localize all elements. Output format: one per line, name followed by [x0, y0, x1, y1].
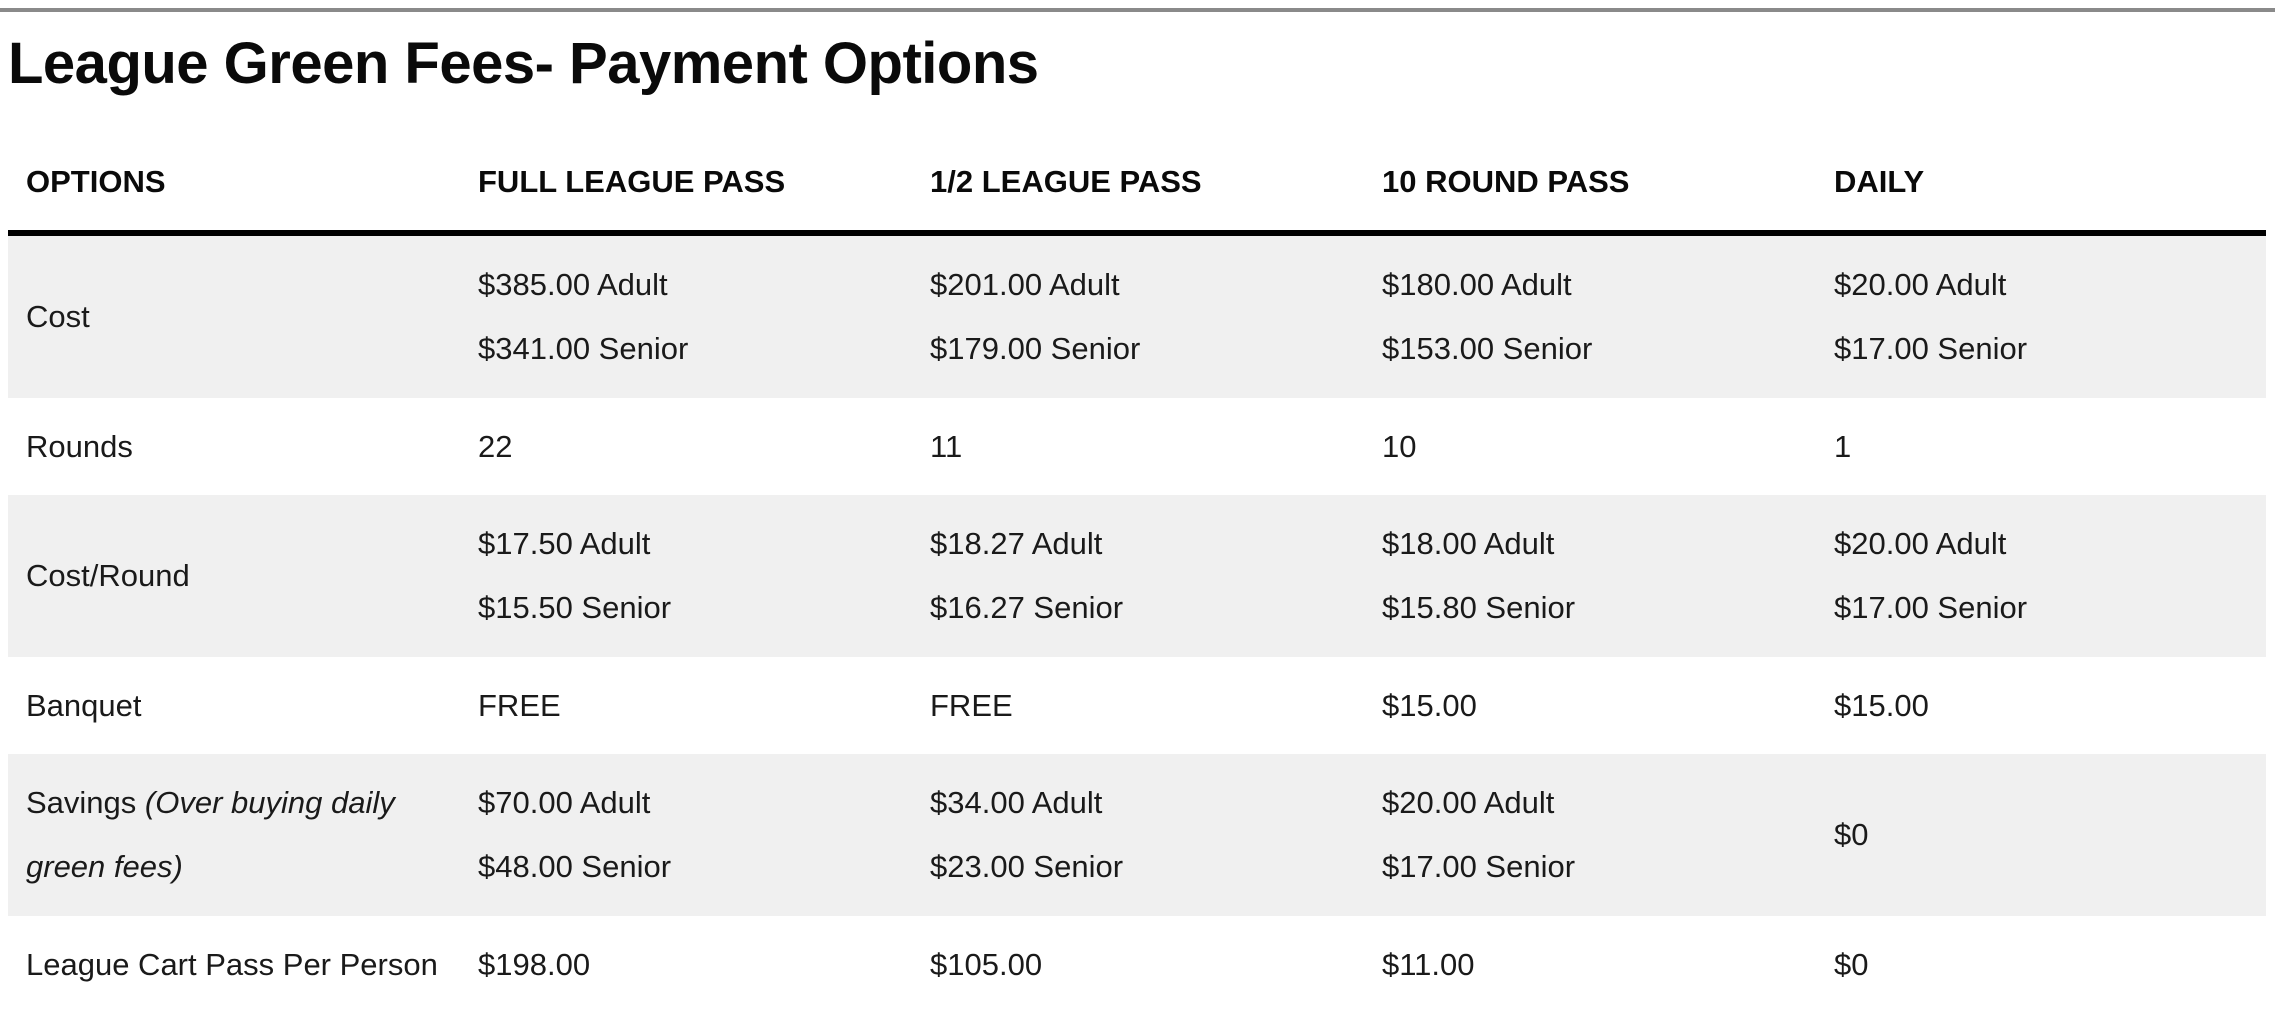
row-label-rounds: Rounds: [26, 428, 133, 464]
table-row-rounds: [8, 398, 2266, 495]
savings-full-adult: $70.00 Adult: [478, 785, 651, 820]
cell-banquet-daily: $15.00: [1834, 687, 1929, 723]
cpr-full-senior: $15.50 Senior: [478, 590, 672, 625]
row-label-savings: [8, 754, 460, 916]
table-row-cost: [8, 233, 2266, 398]
cell-banquet-ten: $15.00: [1382, 687, 1477, 723]
savings-half-senior: $23.00 Senior: [930, 849, 1124, 884]
page-title: League Green Fees- Payment Options: [8, 31, 1039, 96]
cost-ten-senior: $153.00 Senior: [1382, 331, 1593, 366]
savings-half-adult: $34.00 Adult: [930, 785, 1103, 820]
cpr-half-senior: $16.27 Senior: [930, 590, 1124, 625]
cpr-daily-adult: $20.00 Adult: [1834, 526, 2007, 561]
cell-cpr-ten: [1364, 495, 1816, 657]
header-10-round-pass: 10 ROUND PASS: [1364, 133, 1816, 233]
savings-ten-adult: $20.00 Adult: [1382, 785, 1555, 820]
header-daily: DAILY: [1816, 133, 2266, 233]
cost-half-senior: $179.00 Senior: [930, 331, 1141, 366]
cell-cart-full: $198.00: [478, 946, 591, 982]
cpr-ten-senior: $15.80 Senior: [1382, 590, 1576, 625]
cell-banquet-half: FREE: [930, 687, 1013, 723]
cell-savings-full: [460, 754, 912, 916]
cell-cpr-daily: [1816, 495, 2266, 657]
cell-savings-ten: [1364, 754, 1816, 916]
green-fees-table: [8, 133, 2266, 1013]
header-options: OPTIONS: [8, 133, 460, 233]
cell-cart-half: $105.00: [930, 946, 1043, 982]
cell-savings-half: [912, 754, 1364, 916]
savings-label: Savings: [26, 785, 137, 820]
top-divider: [0, 8, 2275, 12]
row-label-banquet: Banquet: [26, 687, 142, 723]
cpr-daily-senior: $17.00 Senior: [1834, 590, 2028, 625]
cost-daily-adult: $20.00 Adult: [1834, 267, 2007, 302]
cell-savings-daily: $0: [1816, 754, 2266, 916]
cell-cost-full: [460, 233, 912, 398]
table-row-cost-per-round: [8, 495, 2266, 657]
savings-full-senior: $48.00 Senior: [478, 849, 672, 884]
cell-cart-ten: $11.00: [1382, 946, 1475, 982]
cell-rounds-full: 22: [478, 428, 513, 464]
header-half-league-pass: 1/2 LEAGUE PASS: [912, 133, 1364, 233]
cell-rounds-daily: 1: [1834, 428, 1852, 464]
cost-daily-senior: $17.00 Senior: [1834, 331, 2028, 366]
cost-full-adult: $385.00 Adult: [478, 267, 668, 302]
row-label-cart-pass: League Cart Pass Per Person: [26, 946, 438, 982]
row-label-cost: Cost: [8, 233, 460, 398]
savings-label-note: (Over buying daily green fees): [26, 785, 395, 884]
savings-ten-senior: $17.00 Senior: [1382, 849, 1576, 884]
cost-half-adult: $201.00 Adult: [930, 267, 1120, 302]
cpr-half-adult: $18.27 Adult: [930, 526, 1103, 561]
cell-cart-daily: $0: [1834, 946, 1869, 982]
table-row-cart-pass: [8, 916, 2266, 1013]
cpr-ten-adult: $18.00 Adult: [1382, 526, 1555, 561]
cell-banquet-full: FREE: [478, 687, 561, 723]
table-row-banquet: [8, 657, 2266, 754]
cell-cost-ten: [1364, 233, 1816, 398]
cell-cpr-half: [912, 495, 1364, 657]
cell-cpr-full: [460, 495, 912, 657]
header-full-league-pass: FULL LEAGUE PASS: [460, 133, 912, 233]
cell-rounds-half: 11: [930, 428, 963, 464]
cell-rounds-ten: 10: [1382, 428, 1417, 464]
cost-full-senior: $341.00 Senior: [478, 331, 689, 366]
cpr-full-adult: $17.50 Adult: [478, 526, 651, 561]
row-label-cost-per-round: Cost/Round: [8, 495, 460, 657]
cell-cost-daily: [1816, 233, 2266, 398]
cell-cost-half: [912, 233, 1364, 398]
table-row-savings: [8, 754, 2266, 916]
table-header-row: [8, 133, 2266, 233]
cost-ten-adult: $180.00 Adult: [1382, 267, 1572, 302]
